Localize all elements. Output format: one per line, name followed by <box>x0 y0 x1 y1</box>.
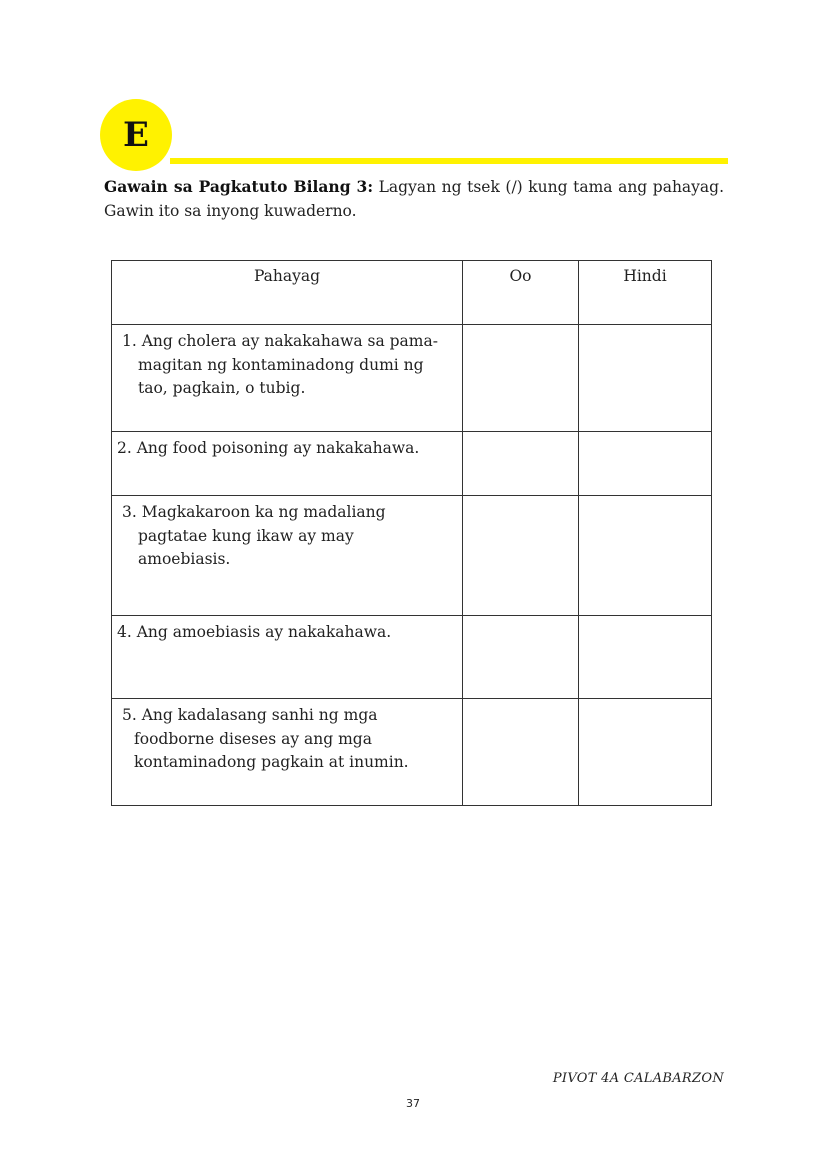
header-pahayag: Pahayag <box>112 261 463 325</box>
oo-answer-cell[interactable] <box>463 699 579 806</box>
statement-cell <box>112 699 463 806</box>
section-divider <box>170 158 728 164</box>
statement-cell <box>112 616 463 699</box>
hindi-answer-cell[interactable] <box>579 432 712 496</box>
statement-text: 4. Ang amoebiasis ay nakakahawa. <box>117 623 392 641</box>
table-row <box>112 699 712 806</box>
table-row <box>112 496 712 616</box>
oo-answer-cell[interactable] <box>463 616 579 699</box>
hindi-answer-cell[interactable] <box>579 325 712 432</box>
table-header-row <box>112 261 712 325</box>
statement-text: 1. Ang cholera ay nakakahawa sa pama-magitan ng kontaminadong dumi ng tao, pagkain, o tubig. <box>122 332 438 397</box>
table-row <box>112 325 712 432</box>
oo-answer-cell[interactable] <box>463 325 579 432</box>
table-row <box>112 616 712 699</box>
page-number: 37 <box>406 1097 420 1110</box>
statement-text: 3. Magkakaroon ka ng madaliang pagtatae kung ikaw ay may amoebiasis. <box>122 503 386 568</box>
activity-text: Lagyan ng tsek (/) kung tama ang pahayag. Gawin ito sa inyong kuwaderno. <box>104 178 725 220</box>
oo-answer-cell[interactable] <box>463 496 579 616</box>
statement-text: 5. Ang kadalasang sanhi ng mga foodborne diseses ay ang mga kontaminadong pagkain at inumin. <box>122 706 409 771</box>
section-letter: E <box>123 115 149 155</box>
statement-cell <box>112 432 463 496</box>
hindi-answer-cell[interactable] <box>579 699 712 806</box>
statement-cell <box>112 325 463 432</box>
answer-table <box>111 260 712 806</box>
oo-answer-cell[interactable] <box>463 432 579 496</box>
activity-instructions <box>104 175 724 223</box>
statement-cell <box>112 496 463 616</box>
header-oo: Oo <box>463 261 579 325</box>
activity-label: Gawain sa Pagkatuto Bilang 3: <box>104 177 374 196</box>
hindi-answer-cell[interactable] <box>579 616 712 699</box>
section-letter-badge <box>100 99 172 171</box>
statement-text: 2. Ang food poisoning ay nakakahawa. <box>117 439 420 457</box>
table-row <box>112 432 712 496</box>
header-hindi: Hindi <box>579 261 712 325</box>
hindi-answer-cell[interactable] <box>579 496 712 616</box>
footer-brand: PIVOT 4A CALABARZON <box>552 1071 724 1086</box>
